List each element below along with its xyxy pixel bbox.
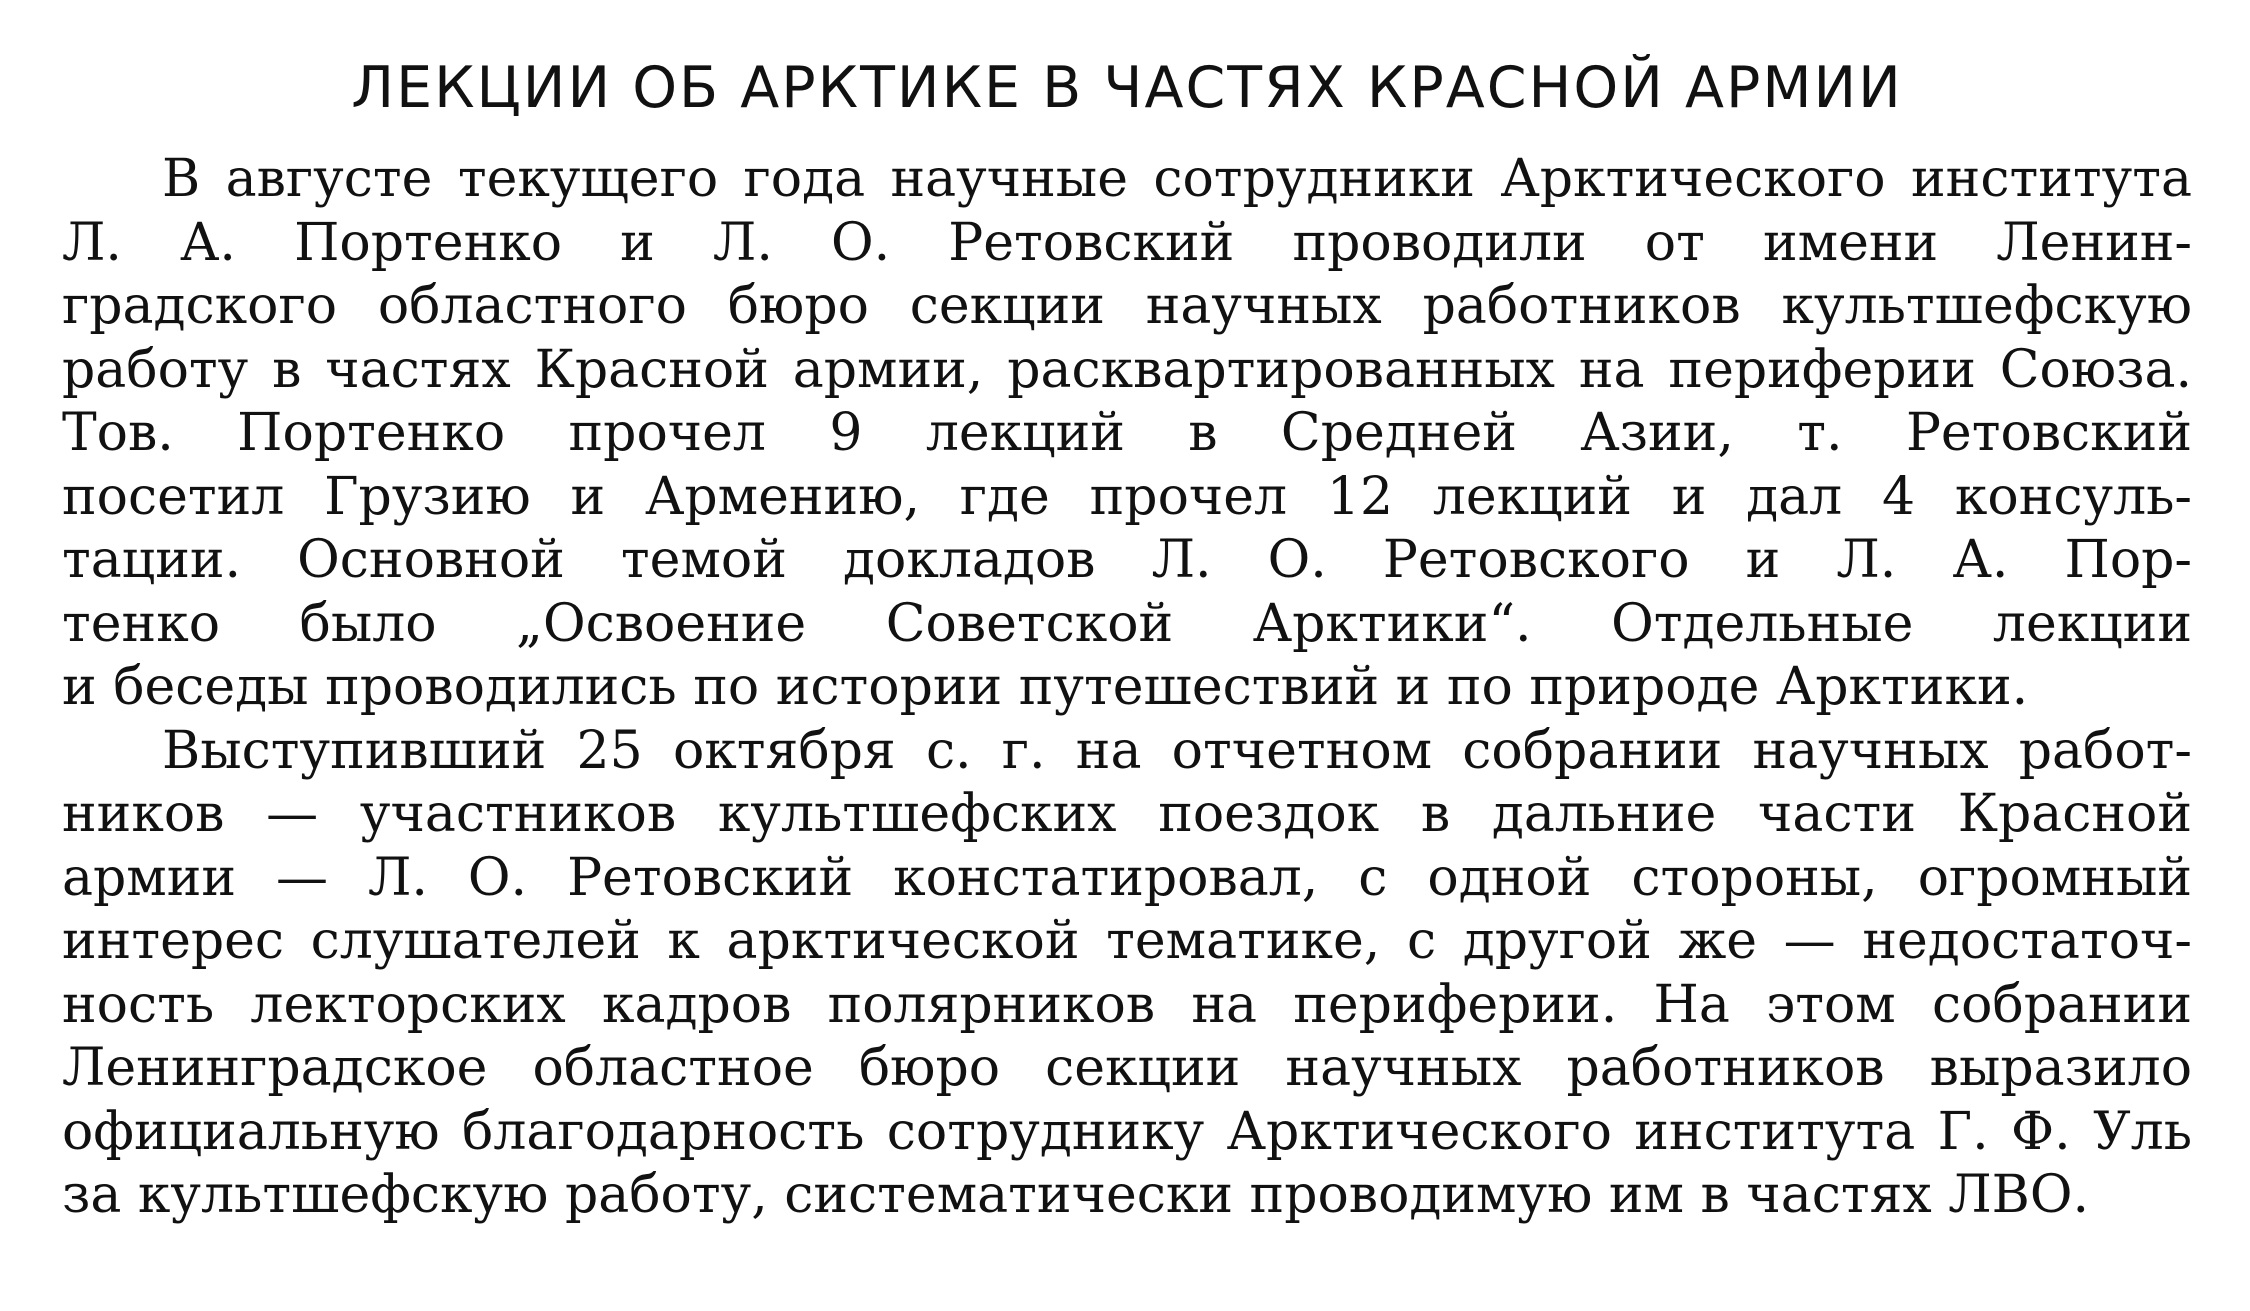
paragraph-1 [62,148,2192,720]
text-line: посетил Грузию и Армению, где прочел 12 лекций и дал 4 консуль- [62,466,2192,527]
text-line: градского областного бюро секции научных работников культшефскую [62,276,2192,336]
text-line: официальную благодарность сотруднику Арктического института Г. Ф. Уль [62,1101,2192,1162]
text-line: армии — Л. О. Ретовский констатировал, с одной стороны, огромный [62,847,2192,908]
text-line: Выступивший 25 октября с. г. на отчетном собрании научных работ- [162,720,2192,781]
text-line: тации. Основной темой докладов Л. О. Ретовского и Л. А. Пор- [62,530,2192,590]
text-line: Тов. Портенко прочел 9 лекций в Средней Азии, т. Ретовский [62,403,2192,463]
paragraph-2 [62,720,2192,1228]
text-line: Л. А. Портенко и Л. О. Ретовский проводили от имени Ленин- [62,212,2192,273]
article [62,48,2192,1228]
text-line: тенко было „Освоение Советской Арктики“. Отдельные лекции [62,593,2192,654]
article-title: ЛЕКЦИИ ОБ АРКТИКЕ В ЧАСТЯХ КРАСНОЙ АРМИИ [351,55,1903,121]
text-line: и беседы проводились по истории путешествий и по природе Арктики. [62,657,2029,717]
text-line: ников — участников культшефских поездок в дальние части Красной [62,784,2192,844]
text-line: работу в частях Красной армии, расквартированных на периферии Союза. [62,339,2192,400]
text-line: ность лекторских кадров полярников на периферии. На этом собрании [62,974,2192,1035]
text-line: Ленинградское областное бюро секции научных работников выразило [62,1038,2192,1098]
text-line: интерес слушателей к арктической тематике, с другой же — недостаточ- [62,911,2192,971]
text-line: за культшефскую работу, систематически проводимую им в частях ЛВО. [62,1165,2090,1225]
text-line: В августе текущего года научные сотрудники Арктического института [162,149,2192,209]
